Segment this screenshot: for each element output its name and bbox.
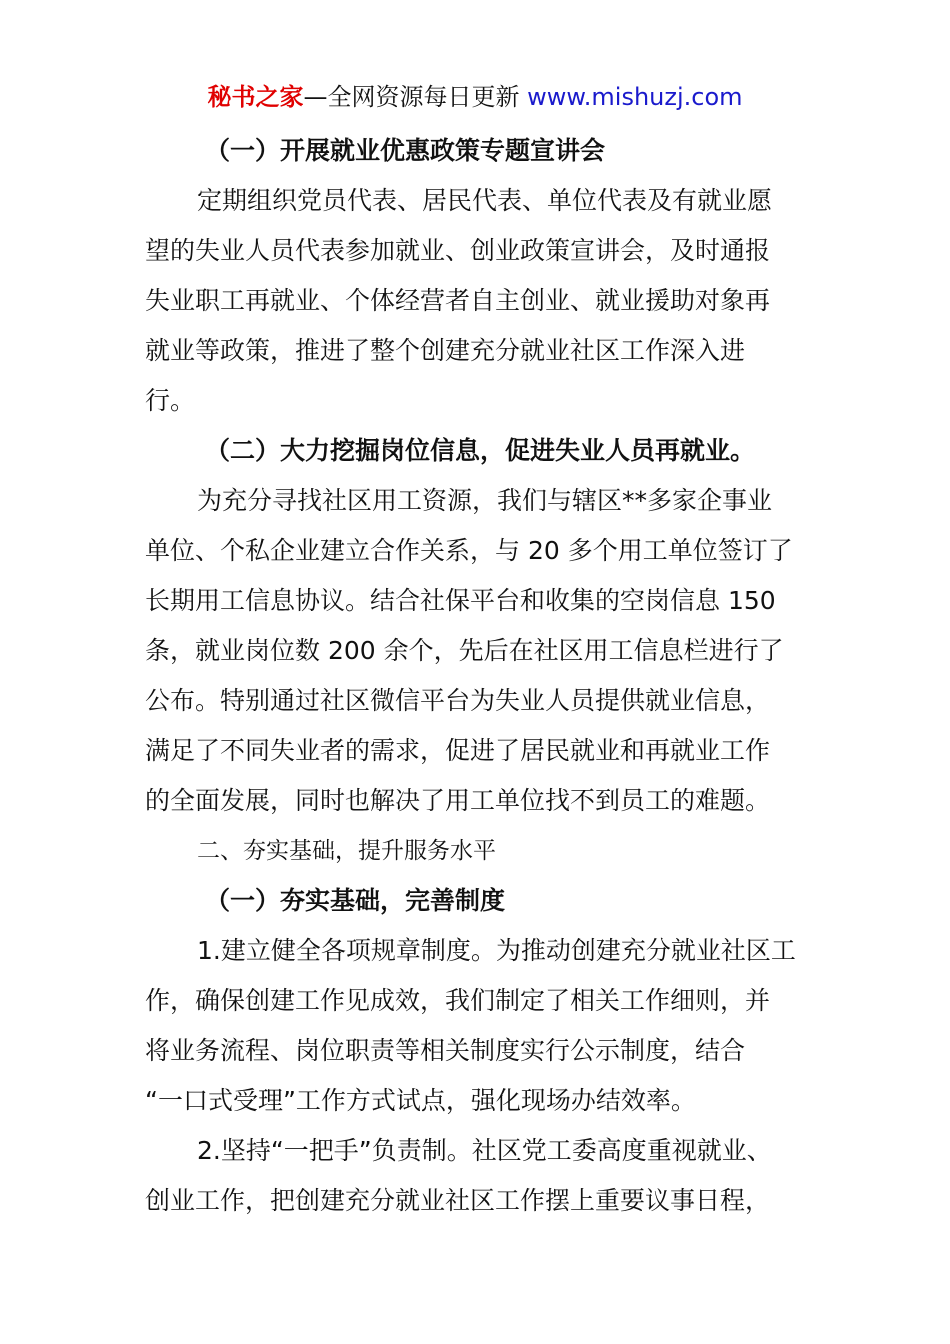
section-heading: （二）大力挖掘岗位信息，促进失业人员再就业。 [205,436,756,465]
paragraph-line: “一口式受理”工作方式试点，强化现场办结效率。 [145,1086,696,1115]
paragraph-line: 长期用工信息协议。结合社保平台和收集的空岗信息 150 [145,586,776,615]
paragraph-line: 1.建立健全各项规章制度。为推动创建充分就业社区工 [197,936,796,965]
paragraph-line: 为充分寻找社区用工资源，我们与辖区**多家企事业 [197,486,773,515]
document-body [145,126,810,1226]
paragraph-line: 2.坚持“一把手”负责制。社区党工委高度重视就业、 [197,1136,772,1165]
chapter-heading: 二、夯实基础，提升服务水平 [197,838,496,864]
paragraph-line: 就业等政策，推进了整个创建充分就业社区工作深入进 [145,336,746,365]
paragraph-line: 定期组织党员代表、居民代表、单位代表及有就业愿 [197,186,773,215]
paragraph-line: 行。 [145,386,196,415]
site-header [0,80,950,114]
paragraph-line: 失业职工再就业、个体经营者自主创业、就业援助对象再 [145,286,771,315]
section-heading: （一）开展就业优惠政策专题宣讲会 [205,136,606,165]
paragraph-line: 望的失业人员代表参加就业、创业政策宣讲会，及时通报 [145,236,771,265]
paragraph-line: 单位、个私企业建立合作关系，与 20 多个用工单位签订了 [145,536,793,565]
brand-name: 秘书之家 [207,83,304,111]
header-tagline: —全网资源每日更新 [303,83,528,111]
paragraph-line: 创业工作，把创建充分就业社区工作摆上重要议事日程， [145,1186,771,1215]
paragraph-line: 作，确保创建工作见成效，我们制定了相关工作细则，并 [145,986,771,1015]
paragraph-line: 公布。特别通过社区微信平台为失业人员提供就业信息， [145,686,771,715]
section-heading: （一）夯实基础，完善制度 [205,886,506,915]
paragraph-line: 的全面发展，同时也解决了用工单位找不到员工的难题。 [145,786,771,815]
paragraph-line: 条，就业岗位数 200 余个，先后在社区用工信息栏进行了 [145,636,784,665]
paragraph-line: 满足了不同失业者的需求，促进了居民就业和再就业工作 [145,736,771,765]
paragraph-line: 将业务流程、岗位职责等相关制度实行公示制度，结合 [145,1036,746,1065]
site-url-link[interactable]: www.mishuzj.com [527,83,743,111]
